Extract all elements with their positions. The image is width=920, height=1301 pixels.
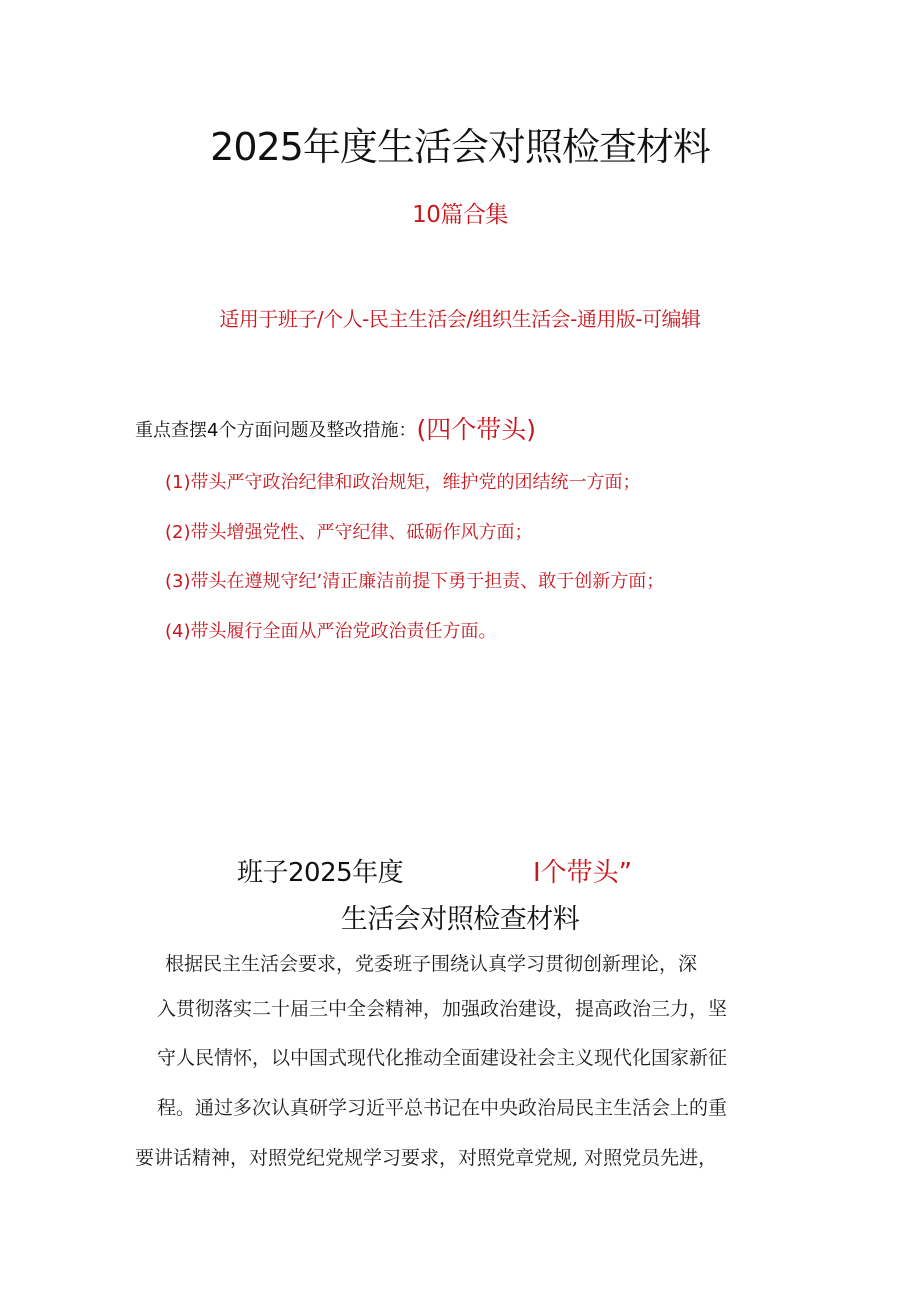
focus-lead: 重点查摆4个方面问题及整改措施： [135, 420, 417, 441]
document-subtitle: 10篇合集 [412, 202, 508, 228]
focus-tag: (四个带头) [416, 415, 536, 444]
paragraph-line: 程。通过多次认真研学习近平总书记在中央政治局民主生活会上的重 [157, 1097, 728, 1119]
section-title-part1: 班子2025年度 [237, 858, 404, 888]
applies-to-note: 适用于班子/个人-民主生活会/组织生活会-通用版-可编辑 [219, 307, 701, 331]
paragraph-line: 根据民主生活会要求，党委班子围绕认真学习贯彻创新理论，深 [165, 953, 698, 975]
focus-heading [135, 408, 536, 444]
paragraph-line: 入贯彻落实二十届三中全会精神，加强政治建设，提高政治三力，坚 [157, 998, 728, 1020]
paragraph-line: 守人民情怀，以中国式现代化推动全面建设社会主义现代化国家新征 [157, 1047, 728, 1069]
item-number: (2) [165, 522, 191, 543]
item-number: (4) [165, 621, 191, 642]
list-item [165, 567, 664, 593]
section-title-line2: 生活会对照检查材料 [340, 904, 580, 935]
list-item [165, 617, 497, 643]
list-item [165, 468, 641, 494]
item-number: (3) [165, 571, 191, 592]
item-text: 带头严守政治纪律和政治规矩，维护党的团结统一方面； [190, 472, 641, 493]
item-number: (1) [165, 472, 191, 493]
item-text: 带头履行全面从严治党政治责任方面。 [190, 621, 497, 642]
item-text: 带头增强党性、严守纪律、砥砺作风方面； [190, 522, 533, 543]
list-item [165, 518, 533, 544]
section-title-part2: I个带头” [533, 858, 633, 888]
item-text: 带头在遵规守纪’清正廉洁前提下勇于担责、敢于创新方面； [190, 571, 665, 592]
paragraph-line: 要讲话精神，对照党纪党规学习要求，对照党章党规, 对照党员先进， [135, 1147, 718, 1169]
document-title: 2025年度生活会对照检查材料 [210, 125, 710, 169]
